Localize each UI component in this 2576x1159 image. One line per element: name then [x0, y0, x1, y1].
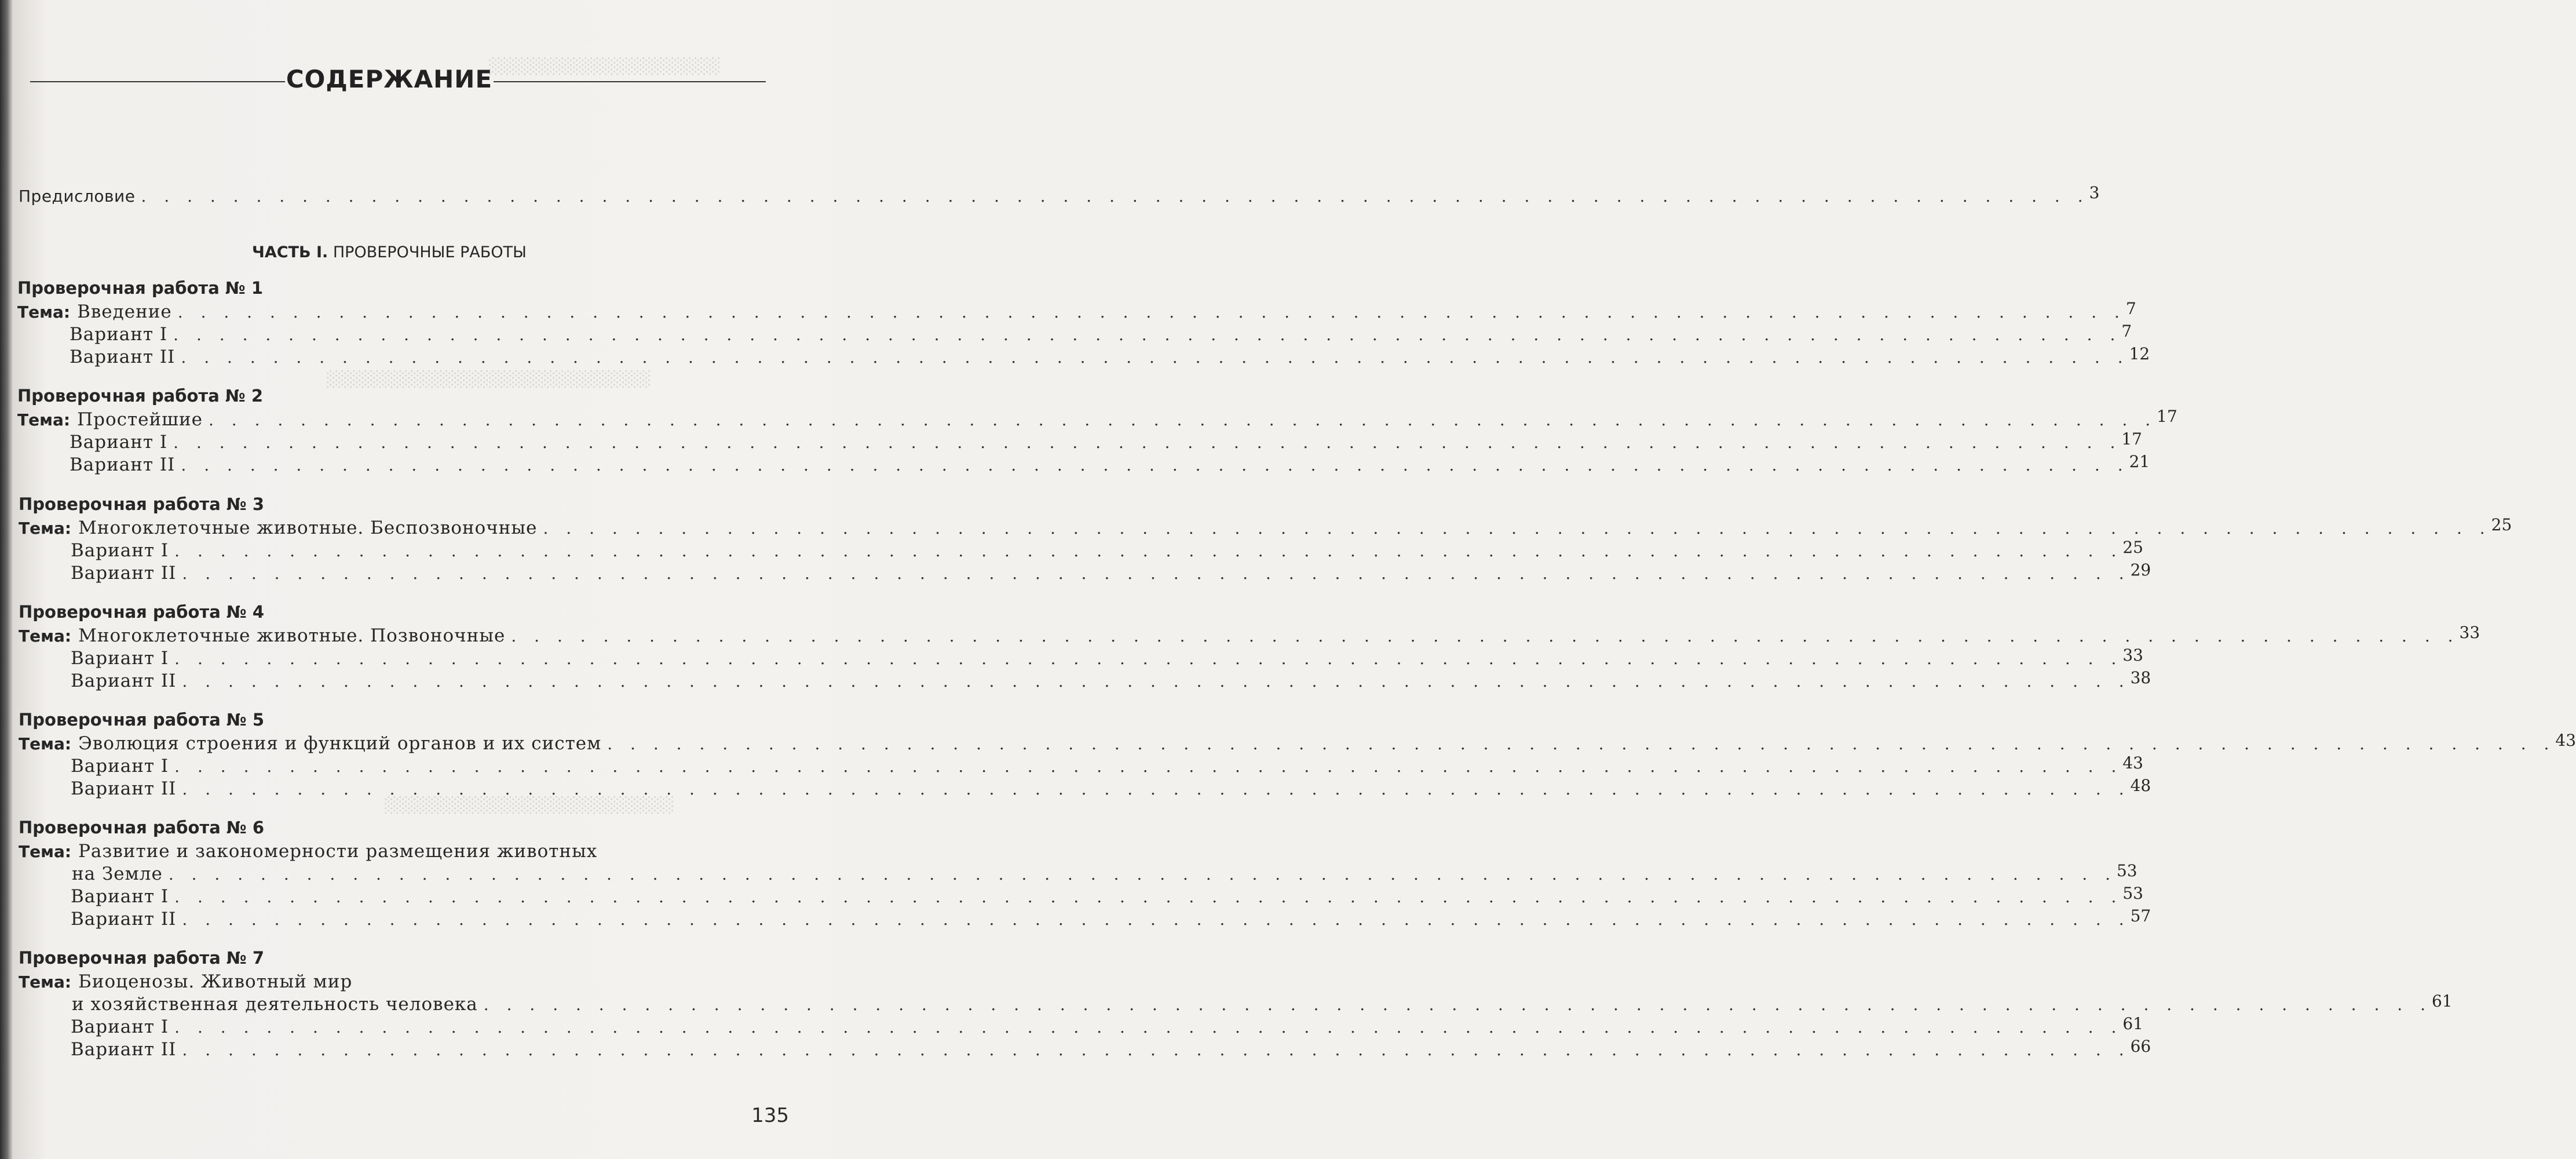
toc-entry-label: Вариант I: [71, 648, 169, 669]
tema-label: Тема:: [19, 842, 72, 861]
toc-page-number: 48: [2130, 776, 2151, 795]
toc-entry-label: Вариант I: [71, 886, 169, 907]
leader-dots: . . . . . . . . . . . . . . . . . . . . . . . . . . . . . . . . . . . . . . . . . . . . . . . . . . . . . . . . . . . . . . . . . . . . . . . . . . . . . . . . . . . . .: [208, 410, 2157, 429]
tema-line: [19, 971, 769, 993]
toc-entry-label: на Земле: [72, 863, 163, 884]
toc-entry-label: Многоклеточные животные. Беспозвоночные: [78, 517, 538, 538]
leader-dots: . . . . . . . . . . . . . . . . . . . . . . . . . . . . . . . . . . . . . . . . . . . . . . . . . . . . . . . . . . . . . . . . . . . . . . . . . . . . . . . . . . . . .: [181, 348, 2129, 367]
tema-label: Тема:: [19, 972, 72, 992]
toc-entry-variant-1[interactable]: [71, 538, 2143, 562]
tema-label: Тема:: [19, 734, 72, 753]
toc-page-number: 7: [2121, 322, 2132, 341]
book-binding-shadow: [0, 0, 13, 1159]
tema-label: Тема:: [17, 410, 71, 429]
toc-page-number: 53: [2122, 884, 2143, 903]
tema-label: Тема:: [19, 626, 72, 646]
leader-dots: . . . . . . . . . . . . . . . . . . . . . . . . . . . . . . . . . . . . . . . . . . . . . . . . . . . . . . . . . . . . . . . . . . . . . . . . . . . . . . . . . . . . .: [182, 564, 2131, 583]
tema-text: Развитие и закономерности размещения животных: [78, 841, 598, 862]
contents-title-block: [30, 65, 766, 100]
leader-dots: . . . . . . . . . . . . . . . . . . . . . . . . . . . . . . . . . . . . . . . . . . . . . . . . . . . . . . . . . . . . . . . . . . . . . . . . . . . . . . . . . . . . .: [543, 519, 2491, 538]
leader-dots: . . . . . . . . . . . . . . . . . . . . . . . . . . . . . . . . . . . . . . . . . . . . . . . . . . . . . . . . . . . . . . . . . . . . . . . . . . . . . . . . . . . . .: [182, 1040, 2131, 1059]
toc-entry-label: Простейшие: [77, 409, 203, 430]
title-rule-left: [30, 81, 285, 82]
toc-entry-topic[interactable]: [17, 299, 2136, 323]
toc-entry-label: Вариант I: [71, 1016, 169, 1037]
part-title: [13, 243, 766, 261]
toc-entry-topic[interactable]: [72, 861, 2137, 885]
part-title-text: ПРОВЕРОЧНЫЕ РАБОТЫ: [328, 243, 527, 261]
page-number: 135: [751, 1104, 789, 1127]
toc-entry-label: Многоклеточные животные. Позвоночные: [78, 625, 506, 646]
toc-entry-variant-2[interactable]: [71, 906, 2151, 931]
tema-label: Тема:: [17, 302, 71, 322]
toc-page-number: 21: [2129, 452, 2150, 471]
page-title: СОДЕРЖАНИЕ: [286, 65, 493, 93]
toc-page-number: 17: [2121, 429, 2142, 449]
toc-page-number: 53: [2116, 861, 2137, 880]
toc-entry-topic[interactable]: [72, 992, 2453, 1016]
title-rule-right: [494, 81, 766, 82]
toc-page-number: 33: [2459, 623, 2480, 642]
leader-dots: . . . . . . . . . . . . . . . . . . . . . . . . . . . . . . . . . . . . . . . . . . . . . . . . . . . . . . . . . . . . . . . . . . . . . . . . . . . . . . . . . . . . .: [181, 455, 2129, 475]
toc-entry-label: Вариант II: [71, 670, 177, 691]
toc-entry-label: Вариант II: [71, 1039, 177, 1060]
leader-dots: . . . . . . . . . . . . . . . . . . . . . . . . . . . . . . . . . . . . . . . . . . . . . . . . . . . . . . . . . . . . . . . . . . . . . . . . . . . . . . . . . . . . .: [174, 887, 2123, 906]
toc-page-number: 38: [2130, 668, 2151, 687]
toc-entry-label: Вариант II: [70, 454, 176, 475]
toc-entry-variant-1[interactable]: [71, 1014, 2143, 1038]
toc-entry-topic[interactable]: [19, 623, 2480, 647]
work-heading: Проверочная работа № 7: [19, 948, 265, 968]
book-page: [13, 0, 2576, 1159]
part-title-number: ЧАСТЬ I.: [252, 243, 328, 261]
leader-dots: . . . . . . . . . . . . . . . . . . . . . . . . . . . . . . . . . . . . . . . . . . . . . . . . . . . . . . . . . . . . . . . . . . . . . . . . . . . . . . . . . . . . .: [173, 433, 2122, 452]
toc-entry-label: Вариант I: [70, 324, 168, 345]
leader-dots: . . . . . . . . . . . . . . . . . . . . . . . . . . . . . . . . . . . . . . . . . . . . . . . . . . . . . . . . . . . . . . . . . . . . . . . . . . . . . . . . . . . . .: [174, 649, 2123, 668]
toc-page-number: 7: [2125, 299, 2136, 318]
leader-dots: . . . . . . . . . . . . . . . . . . . . . . . . . . . . . . . . . . . . . . . . . . . . . . . . . . . . . . . . . . . . . . . . . . . . . . . . . . . . . . . . . . . . .: [174, 1018, 2123, 1037]
toc-entry-variant-2[interactable]: [70, 344, 2150, 369]
toc-entry-label: и хозяйственная деятельность человека: [72, 994, 478, 1015]
leader-dots: . . . . . . . . . . . . . . . . . . . . . . . . . . . . . . . . . . . . . . . . . . . . . . . . . . . . . . . . . . . . . . . . . . . . . . . . . . . . . . . . . . . . .: [182, 910, 2131, 929]
toc-page-number: 33: [2122, 646, 2143, 665]
bleed-through-text: ░░░░░░░░░░░░░░░░░░░░░░░░░: [383, 797, 673, 814]
work-heading: Проверочная работа № 5: [19, 710, 265, 730]
toc-entry-variant-2[interactable]: [71, 1037, 2151, 1061]
toc-entry-label: Вариант II: [71, 778, 177, 799]
toc-entry-variant-1[interactable]: [70, 322, 2132, 346]
leader-dots: . . . . . . . . . . . . . . . . . . . . . . . . . . . . . . . . . . . . . . . . . . . . . . . . . . . . . . . . . . . . . . . . . . . . . . . . . . . . . . . . . . . . .: [182, 672, 2131, 691]
leader-dots: . . . . . . . . . . . . . . . . . . . . . . . . . . . . . . . . . . . . . . . . . . . . . . . . . . . . . . . . . . . . . . . . . . . . . . . . . . . . . . . . . . . . .: [141, 187, 2089, 206]
toc-entry-variant-2[interactable]: [70, 452, 2150, 476]
leader-dots: . . . . . . . . . . . . . . . . . . . . . . . . . . . . . . . . . . . . . . . . . . . . . . . . . . . . . . . . . . . . . . . . . . . . . . . . . . . . . . . . . . . . .: [483, 995, 2432, 1014]
toc-page-number: 43: [2555, 731, 2576, 750]
leader-dots: . . . . . . . . . . . . . . . . . . . . . . . . . . . . . . . . . . . . . . . . . . . . . . . . . . . . . . . . . . . . . . . . . . . . . . . . . . . . . . . . . . . . .: [173, 325, 2122, 344]
toc-page-number: 43: [2122, 753, 2143, 772]
work-heading: Проверочная работа № 2: [17, 386, 264, 406]
toc-page-number: 17: [2157, 407, 2177, 426]
toc-page-number: 12: [2129, 344, 2150, 363]
toc-page-number: 25: [2122, 538, 2143, 557]
leader-dots: . . . . . . . . . . . . . . . . . . . . . . . . . . . . . . . . . . . . . . . . . . . . . . . . . . . . . . . . . . . . . . . . . . . . . . . . . . . . . . . . . . . . .: [511, 626, 2460, 646]
leader-dots: . . . . . . . . . . . . . . . . . . . . . . . . . . . . . . . . . . . . . . . . . . . . . . . . . . . . . . . . . . . . . . . . . . . . . . . . . . . . . . . . . . . . .: [168, 865, 2117, 884]
toc-entry-variant-2[interactable]: [71, 668, 2151, 693]
toc-entry-variant-2[interactable]: [71, 560, 2151, 585]
toc-page-number: 57: [2130, 906, 2151, 925]
toc-entry-variant-2[interactable]: [71, 776, 2151, 800]
toc-entry-label: Вариант II: [70, 347, 176, 367]
leader-dots: . . . . . . . . . . . . . . . . . . . . . . . . . . . . . . . . . . . . . . . . . . . . . . . . . . . . . . . . . . . . . . . . . . . . . . . . . . . . . . . . . . . . .: [182, 779, 2131, 799]
toc-entry-topic[interactable]: [19, 731, 2576, 755]
leader-dots: . . . . . . . . . . . . . . . . . . . . . . . . . . . . . . . . . . . . . . . . . . . . . . . . . . . . . . . . . . . . . . . . . . . . . . . . . . . . . . . . . . . . .: [174, 757, 2123, 776]
toc-entry-label: Вариант II: [71, 909, 177, 930]
leader-dots: . . . . . . . . . . . . . . . . . . . . . . . . . . . . . . . . . . . . . . . . . . . . . . . . . . . . . . . . . . . . . . . . . . . . . . . . . . . . . . . . . . . . .: [177, 302, 2126, 322]
toc-entry-label: Эволюция строения и функций органов и их систем: [78, 733, 602, 754]
tema-line: [19, 841, 769, 863]
toc-entry-label: Предисловие: [19, 187, 136, 206]
toc-entry-label: Вариант I: [71, 756, 169, 777]
work-heading: Проверочная работа № 4: [19, 602, 265, 622]
tema-text: Биоценозы. Животный мир: [78, 971, 353, 992]
toc-page-number: 61: [2122, 1014, 2143, 1033]
toc-entry-variant-1[interactable]: [71, 753, 2143, 778]
toc-page-number: 66: [2130, 1037, 2151, 1056]
leader-dots: . . . . . . . . . . . . . . . . . . . . . . . . . . . . . . . . . . . . . . . . . . . . . . . . . . . . . . . . . . . . . . . . . . . . . . . . . . . . . . . . . . . . .: [607, 734, 2556, 753]
toc-page-number: 3: [2089, 183, 2100, 202]
toc-entry-preface[interactable]: [19, 183, 2100, 209]
toc-entry-label: Вариант II: [71, 563, 177, 584]
toc-entry-label: Введение: [77, 301, 172, 322]
work-heading: Проверочная работа № 6: [19, 818, 265, 837]
tema-label: Тема:: [19, 519, 72, 538]
toc-entry-variant-1[interactable]: [71, 884, 2143, 908]
toc-entry-label: Вариант I: [71, 540, 169, 561]
toc-entry-variant-1[interactable]: [71, 646, 2143, 670]
work-heading: Проверочная работа № 3: [19, 494, 265, 514]
toc-page-number: 25: [2491, 515, 2512, 534]
toc-entry-variant-1[interactable]: [70, 429, 2142, 454]
toc-entry-topic[interactable]: [17, 407, 2177, 431]
bleed-through-text: ░░░░░░░░░░░░░░░░░░░░░░░░░░░░: [326, 371, 650, 388]
toc-entry-topic[interactable]: [19, 515, 2512, 540]
toc-page-number: 29: [2130, 560, 2151, 580]
leader-dots: . . . . . . . . . . . . . . . . . . . . . . . . . . . . . . . . . . . . . . . . . . . . . . . . . . . . . . . . . . . . . . . . . . . . . . . . . . . . . . . . . . . . .: [174, 541, 2123, 560]
toc-entry-label: Вариант I: [70, 432, 168, 453]
work-heading: Проверочная работа № 1: [17, 278, 264, 298]
bleed-through-text: ░░░░░░░░░░░░░░░░░░░░: [488, 58, 719, 75]
toc-page-number: 61: [2431, 992, 2453, 1011]
